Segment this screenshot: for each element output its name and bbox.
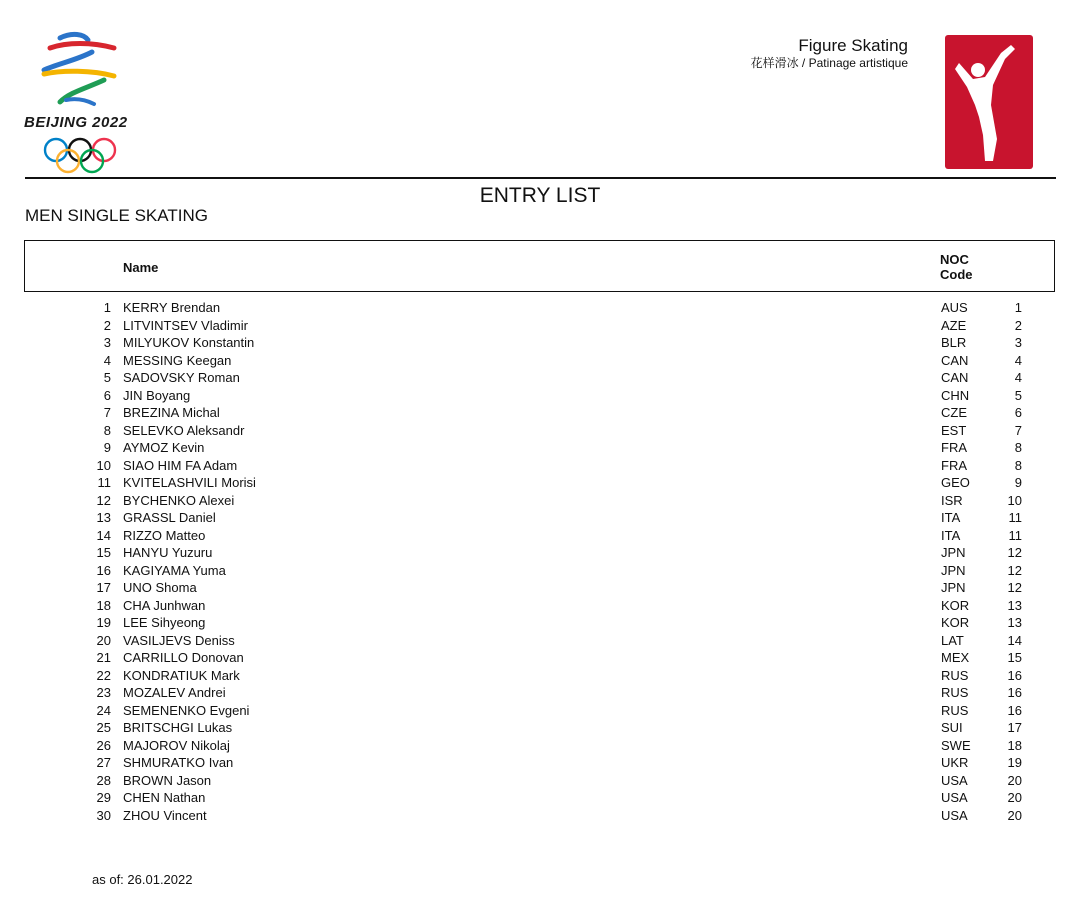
athlete-name: SIAO HIM FA Adam — [123, 457, 238, 473]
athlete-name: MOZALEV Andrei — [123, 685, 226, 700]
noc-index: 11 — [1008, 527, 1022, 543]
noc-index: 18 — [1007, 737, 1022, 753]
table-row — [0, 772, 1080, 790]
noc-index: 4 — [1014, 370, 1022, 385]
entry-number: 5 — [103, 370, 111, 385]
table-row — [0, 492, 1080, 510]
entry-number: 13 — [96, 510, 111, 525]
table-row — [0, 509, 1080, 527]
entry-number: 29 — [96, 790, 111, 805]
entry-number: 16 — [96, 562, 111, 578]
entry-number: 10 — [96, 457, 111, 473]
table-row — [0, 369, 1080, 387]
noc-index: 16 — [1007, 685, 1022, 700]
athlete-name: JIN Boyang — [123, 387, 191, 403]
noc-index: 5 — [1014, 387, 1022, 403]
table-row — [0, 387, 1080, 405]
athlete-name: UNO Shoma — [123, 580, 197, 595]
noc-index: 15 — [1007, 650, 1022, 665]
noc-index: 20 — [1007, 790, 1022, 805]
entry-number: 20 — [96, 632, 111, 648]
noc-code: KOR — [941, 615, 970, 630]
entry-number: 1 — [103, 300, 111, 315]
entry-number: 12 — [96, 492, 111, 508]
column-header-noc-line1: NOC — [940, 252, 969, 267]
entry-number: 14 — [96, 527, 111, 543]
noc-index: 16 — [1007, 667, 1022, 683]
column-header-noc-line2: Code — [940, 267, 973, 282]
noc-code: MEX — [941, 650, 970, 665]
entry-number: 7 — [103, 405, 111, 420]
athlete-name: HANYU Yuzuru — [123, 545, 213, 560]
noc-code: ISR — [941, 492, 963, 508]
athlete-name: MESSING Keegan — [123, 352, 232, 368]
entry-number: 11 — [97, 475, 111, 490]
event-name: MEN SINGLE SKATING — [25, 206, 208, 225]
noc-index: 13 — [1007, 615, 1022, 630]
noc-index: 20 — [1007, 807, 1022, 823]
athlete-name: BRITSCHGI Lukas — [123, 720, 233, 735]
table-row — [0, 807, 1080, 825]
noc-index: 10 — [1007, 492, 1022, 508]
figure-skater-pictogram-icon — [945, 35, 1033, 169]
noc-index: 13 — [1007, 597, 1022, 613]
noc-code: RUS — [941, 667, 969, 683]
athlete-name: SADOVSKY Roman — [123, 370, 240, 385]
athlete-name: LEE Sihyeong — [123, 615, 206, 630]
noc-code: EST — [941, 422, 967, 438]
document-title: ENTRY LIST — [479, 184, 601, 207]
entry-number: 25 — [96, 720, 111, 735]
noc-code: RUS — [941, 685, 969, 700]
noc-index: 4 — [1014, 352, 1022, 368]
table-row — [0, 754, 1080, 772]
table-row — [0, 719, 1080, 737]
noc-index: 19 — [1007, 755, 1022, 770]
noc-code: JPN — [941, 545, 966, 560]
table-row — [0, 317, 1080, 335]
noc-index: 8 — [1014, 440, 1022, 455]
noc-code: SUI — [941, 720, 963, 735]
entry-number: 17 — [96, 580, 111, 595]
column-header-name: Name — [123, 260, 159, 275]
athlete-name: ZHOU Vincent — [123, 807, 207, 823]
noc-index: 17 — [1007, 720, 1022, 735]
noc-code: USA — [941, 790, 968, 805]
noc-code: LAT — [941, 632, 964, 648]
athlete-name: KONDRATIUK Mark — [123, 667, 240, 683]
noc-code: FRA — [941, 440, 967, 455]
entry-number: 4 — [103, 352, 111, 368]
entry-number: 6 — [103, 387, 111, 403]
noc-code: UKR — [941, 755, 969, 770]
table-row — [0, 649, 1080, 667]
entry-number: 3 — [103, 335, 111, 350]
table-row — [0, 579, 1080, 597]
noc-index: 6 — [1014, 405, 1022, 420]
noc-index: 12 — [1007, 580, 1022, 595]
noc-index: 16 — [1007, 702, 1022, 718]
noc-index: 11 — [1008, 510, 1022, 525]
athlete-name: CHA Junhwan — [123, 597, 206, 613]
table-row — [0, 352, 1080, 370]
noc-code: ITA — [941, 527, 961, 543]
athlete-name: MILYUKOV Konstantin — [123, 335, 255, 350]
noc-index: 7 — [1014, 422, 1022, 438]
athlete-name: SEMENENKO Evgeni — [123, 702, 250, 718]
entry-number: 19 — [96, 615, 111, 630]
entry-number: 22 — [96, 667, 111, 683]
noc-index: 9 — [1014, 475, 1022, 490]
table-row — [0, 667, 1080, 685]
athlete-name: MAJOROV Nikolaj — [123, 737, 230, 753]
athlete-name: CARRILLO Donovan — [123, 650, 244, 665]
table-row — [0, 789, 1080, 807]
noc-code: KOR — [941, 597, 970, 613]
table-row — [0, 527, 1080, 545]
athlete-name: AYMOZ Kevin — [123, 440, 205, 455]
noc-code: ITA — [941, 510, 961, 525]
table-row — [0, 439, 1080, 457]
beijing-2022-wordmark: BEIJING 2022 — [24, 114, 128, 131]
entry-number: 18 — [96, 597, 111, 613]
noc-code: SWE — [941, 737, 971, 753]
athlete-name: BROWN Jason — [123, 772, 212, 788]
header-rule — [25, 177, 1056, 179]
column-header-noc — [940, 252, 973, 282]
entry-number: 27 — [96, 755, 111, 770]
noc-code: CAN — [941, 370, 969, 385]
noc-code: RUS — [941, 702, 969, 718]
entry-number: 21 — [96, 650, 111, 665]
noc-code: AUS — [941, 300, 968, 315]
noc-index: 2 — [1014, 317, 1022, 333]
entry-number: 24 — [96, 702, 111, 718]
entry-number: 28 — [96, 772, 111, 788]
athlete-name: KVITELASHVILI Morisi — [123, 475, 256, 490]
table-row — [0, 404, 1080, 422]
table-row — [0, 334, 1080, 352]
entry-list — [0, 299, 1080, 824]
athlete-name: SELEVKO Aleksandr — [123, 422, 245, 438]
entry-number: 2 — [103, 317, 111, 333]
noc-index: 14 — [1007, 632, 1022, 648]
beijing-2022-logo — [22, 30, 147, 175]
noc-code: JPN — [941, 580, 966, 595]
entry-number: 23 — [96, 685, 111, 700]
noc-code: BLR — [941, 335, 967, 350]
athlete-name: RIZZO Matteo — [123, 527, 206, 543]
table-row — [0, 702, 1080, 720]
entry-number: 9 — [103, 440, 111, 455]
table-row — [0, 737, 1080, 755]
sport-header — [751, 36, 908, 71]
table-row — [0, 422, 1080, 440]
noc-code: FRA — [941, 457, 967, 473]
athlete-name: KERRY Brendan — [123, 300, 221, 315]
sport-title: Figure Skating — [798, 36, 908, 55]
entry-number: 30 — [96, 807, 111, 823]
sport-subtitle: 花样滑冰 / Patinage artistique — [750, 56, 908, 70]
noc-code: CHN — [941, 387, 970, 403]
noc-index: 20 — [1007, 772, 1022, 788]
noc-index: 12 — [1007, 545, 1022, 560]
table-row — [0, 457, 1080, 475]
noc-code: AZE — [941, 317, 967, 333]
table-row — [0, 474, 1080, 492]
noc-index: 12 — [1007, 562, 1022, 578]
noc-code: JPN — [941, 562, 966, 578]
noc-index: 1 — [1014, 300, 1022, 315]
table-row — [0, 299, 1080, 317]
table-row — [0, 544, 1080, 562]
olympic-rings-icon — [22, 30, 147, 175]
athlete-name: CHEN Nathan — [123, 790, 206, 805]
noc-code: GEO — [941, 475, 970, 490]
entry-number: 15 — [96, 545, 111, 560]
noc-code: USA — [941, 807, 968, 823]
noc-code: CZE — [941, 405, 967, 420]
athlete-name: LITVINTSEV Vladimir — [123, 317, 248, 333]
athlete-name: SHMURATKO Ivan — [123, 755, 234, 770]
entry-number: 26 — [96, 737, 111, 753]
table-header — [24, 240, 1055, 292]
entry-number: 8 — [103, 422, 111, 438]
table-row — [0, 562, 1080, 580]
as-of-date: as of: 26.01.2022 — [92, 872, 193, 887]
athlete-name: VASILJEVS Deniss — [123, 632, 235, 648]
athlete-name: KAGIYAMA Yuma — [123, 562, 226, 578]
table-row — [0, 614, 1080, 632]
noc-code: CAN — [941, 352, 969, 368]
noc-index: 8 — [1014, 457, 1022, 473]
table-row — [0, 684, 1080, 702]
athlete-name: BREZINA Michal — [123, 405, 220, 420]
noc-index: 3 — [1014, 335, 1022, 350]
athlete-name: GRASSL Daniel — [123, 510, 216, 525]
athlete-name: BYCHENKO Alexei — [123, 492, 235, 508]
table-row — [0, 632, 1080, 650]
noc-code: USA — [941, 772, 968, 788]
table-row — [0, 597, 1080, 615]
